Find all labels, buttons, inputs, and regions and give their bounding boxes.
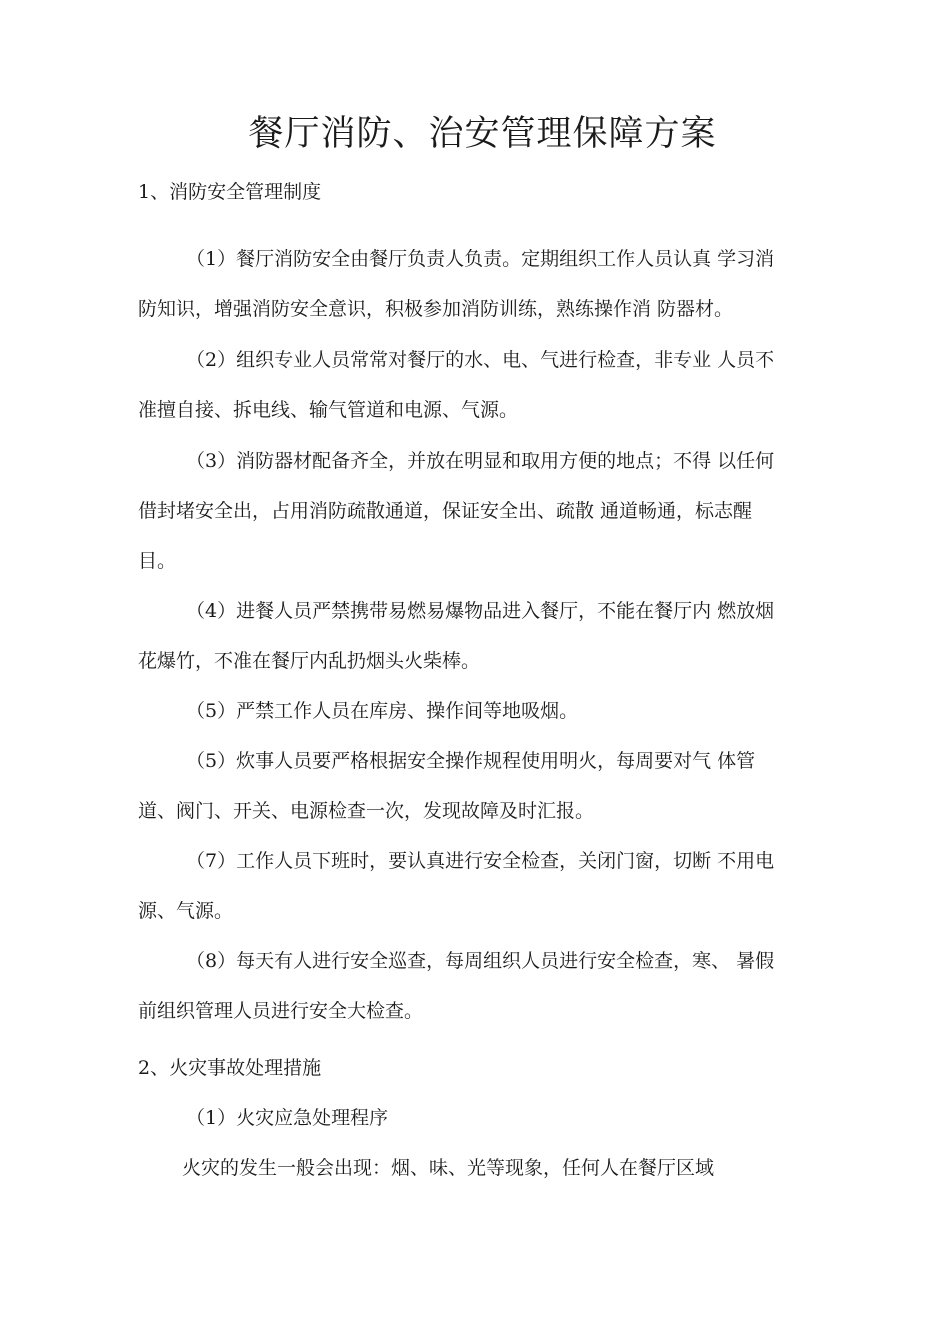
section-1-item-2	[138, 335, 828, 435]
section-2-subheading: （1）火灾应急处理程序	[186, 1107, 389, 1129]
item-5-line-1: （5）严禁工作人员在库房、操作间等地吸烟。	[186, 700, 579, 722]
section-1-heading: 1、消防安全管理制度	[138, 181, 322, 203]
section-1-item-4	[138, 586, 828, 686]
section-1-item-5	[138, 686, 828, 736]
item-6-line-2: 道、阀门、开关、电源检查一次，发现故障及时汇报。	[138, 800, 595, 822]
item-3-line-3: 目。	[138, 550, 177, 572]
section-1-item-1	[138, 234, 828, 334]
item-8-line-1: （8）每天有人进行安全巡查，每周组织人员进行安全检查，寒、 暑假	[186, 950, 775, 972]
section-1-item-8	[138, 936, 828, 1036]
document-title: 餐厅消防、治安管理保障方案	[248, 114, 717, 154]
item-6-line-1: （5）炊事人员要严格根据安全操作规程使用明火，每周要对气 体管	[186, 750, 756, 772]
item-7-line-2: 源、气源。	[138, 900, 234, 922]
item-1-line-2: 防知识，增强消防安全意识，积极参加消防训练，熟练操作消 防器材。	[138, 298, 734, 320]
section-2-body: 火灾的发生一般会出现：烟、味、光等现象，任何人在餐厅区域	[182, 1157, 715, 1179]
item-8-line-2: 前组织管理人员进行安全大检查。	[138, 1000, 424, 1022]
item-7-line-1: （7）工作人员下班时，要认真进行安全检查，关闭门窗，切断 不用电	[186, 850, 775, 872]
section-2-heading: 2、火灾事故处理措施	[138, 1057, 322, 1079]
item-1-line-1: （1）餐厅消防安全由餐厅负责人负责。定期组织工作人员认真 学习消	[186, 248, 775, 270]
item-4-line-2: 花爆竹，不准在餐厅内乱扔烟头火柴棒。	[138, 650, 481, 672]
item-4-line-1: （4）进餐人员严禁携带易燃易爆物品进入餐厅，不能在餐厅内 燃放烟	[186, 600, 775, 622]
item-2-line-1: （2）组织专业人员常常对餐厅的水、电、气进行检查，非专业 人员不	[186, 349, 775, 371]
section-1-item-7	[138, 836, 828, 936]
item-3-line-1: （3）消防器材配备齐全，并放在明显和取用方便的地点；不得 以任何	[186, 450, 775, 472]
section-1-item-3	[138, 436, 828, 586]
item-2-line-2: 准擅自接、拆电线、输气管道和电源、气源。	[138, 399, 519, 421]
item-3-line-2: 借封堵安全出，占用消防疏散通道，保证安全出、疏散 通道畅通，标志醒	[138, 500, 753, 522]
section-1-item-6	[138, 736, 828, 836]
